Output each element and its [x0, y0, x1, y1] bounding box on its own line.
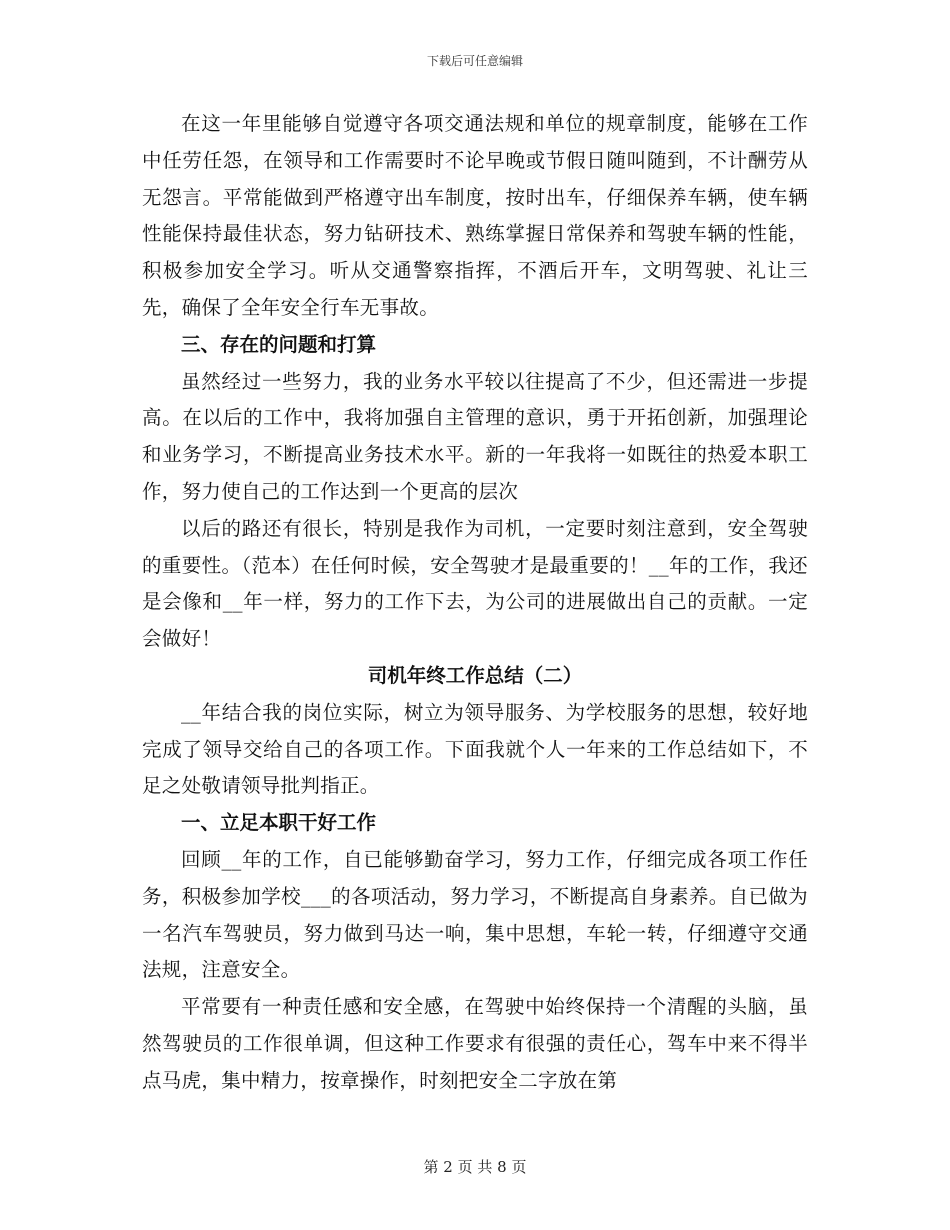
paragraph-safety-record: 在这一年里能够自觉遵守各项交通法规和单位的规章制度，能够在工作中任劳任怨，在领导和工作需要时不论早晚或节假日随叫随到，不计酬劳从无怨言。平常能做到严格遵守出车制度，按时出车，仔细保养车辆，使车辆性能保持最佳状态，努力钻研技术、熟练掌握日常保养和驾驶车辆的性能，积极参加安全学习。听从交通警察指挥，不酒后开车，文明驾驶、礼让三先，确保了全年安全行车无事故。 — [142, 112, 808, 319]
paragraph-intro: __年结合我的岗位实际，树立为领导服务、为学校服务的思想，较好地完成了领导交给自己的各项工作。下面我就个人一年来的工作总结如下，不足之处敬请领导批判指正。 — [142, 700, 808, 798]
paragraph-review: 回顾__年的工作，自已能够勤奋学习，努力工作，仔细完成各项工作任务，积极参加学校___的各项活动，努力学习，不断提高自身素养。自已做为一名汽车驾驶员，努力做到马达一响，集中思想，车轮一转，仔细遵守交通法规，注意安全。 — [142, 847, 808, 982]
paragraph-responsibility: 平常要有一种责任感和安全感，在驾驶中始终保持一个清醒的头脑，虽然驾驶员的工作很单调，但这种工作要求有很强的责任心，驾车中来不得半点马虎，集中精力，按章操作，时刻把安全二字放在第 — [142, 995, 808, 1092]
section-heading-problems-plans: 三、存在的问题和打算 — [181, 332, 377, 356]
page-header: 下载后可任意编辑 — [426, 54, 523, 68]
page-number: 第 2 页 共 8 页 — [423, 1158, 527, 1176]
paragraph-improvement: 虽然经过一些努力，我的业务水平较以往提高了不少，但还需进一步提高。在以后的工作中，我将加强自主管理的意识，勇于开拓创新，加强理论和业务学习，不断提高业务技术水平。新的一年我将一如既往的热爱本职工作，努力使自己的工作达到一个更高的层次 — [142, 369, 808, 503]
document-body — [142, 106, 808, 1100]
document-title-part-two: 司机年终工作总结（二） — [367, 663, 583, 687]
section-heading-duties: 一、立足本职干好工作 — [181, 811, 377, 835]
paragraph-future: 以后的路还有很长，特别是我作为司机，一定要时刻注意到，安全驾驶的重要性。（范本）在任何时候，安全驾驶才是最重要的！__年的工作，我还是会像和__年一样，努力的工作下去，为公司的进展做出自己的贡献。一定会做好！ — [142, 516, 808, 651]
